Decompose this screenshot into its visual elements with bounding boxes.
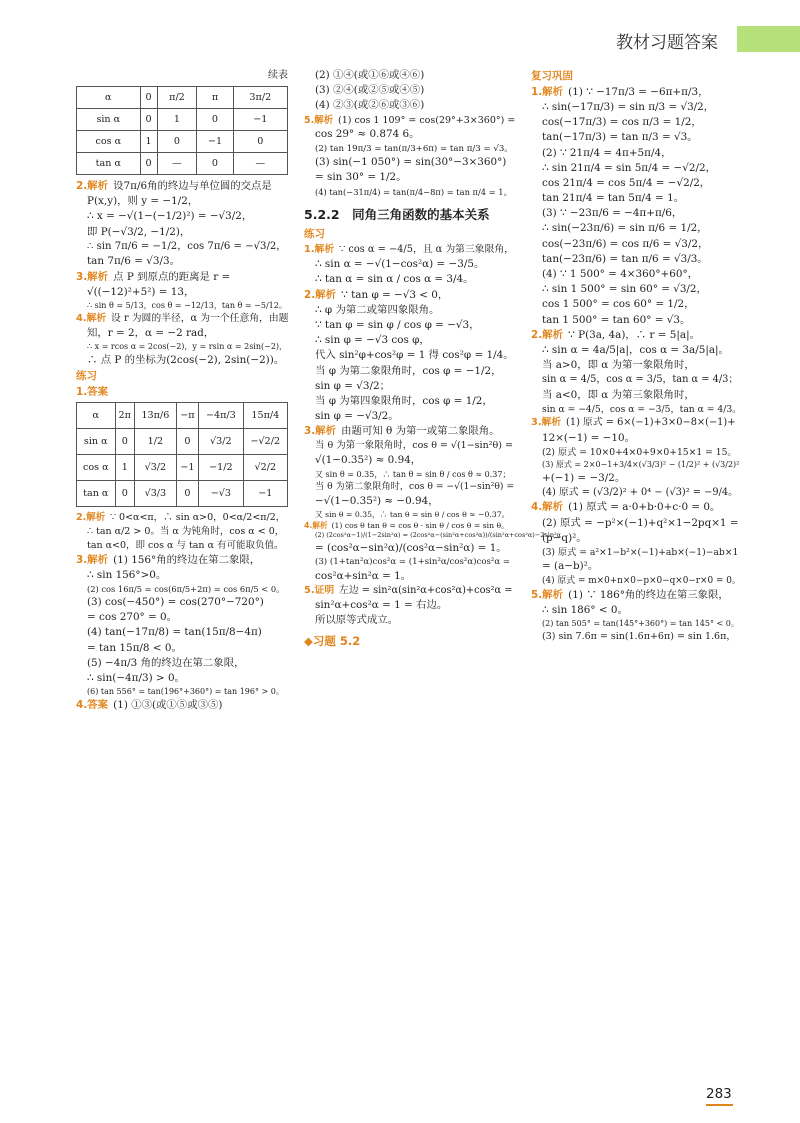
answer-marker: 1.答案 (76, 385, 108, 398)
line-text: 设7π/6角的终边与单位圆的交点是 (113, 180, 272, 192)
table-cell: tan α (77, 153, 141, 175)
line-text: tan 1 500° = tan 60° = √3。 (542, 313, 691, 326)
text-line (531, 531, 741, 546)
text-line (76, 285, 288, 300)
problem-marker: 5.解析 (304, 114, 334, 126)
line-text: ∴ sin φ = −√3 cos φ， (315, 334, 430, 347)
line-text: = (a−b)²。 (542, 560, 599, 573)
text-line (531, 575, 741, 588)
text-line (76, 225, 288, 240)
line-text: 又 sin θ = 0.35，∴ tan θ = sin θ / cos θ ≈ 0.37； (315, 469, 511, 479)
problem-line (531, 588, 741, 603)
text-line (531, 313, 741, 328)
line-text: (3) 原式 = a²×1−b²×(−1)+ab×(−1)−ab×1 (542, 546, 739, 558)
line-text: cos(−17π/3) = cos π/3 = 1/2， (542, 116, 702, 129)
line-text: sin φ = √3/2； (315, 379, 390, 392)
trig-values-table-2 (76, 402, 288, 507)
text-line (304, 531, 562, 540)
text-line (304, 303, 516, 318)
text-line (304, 480, 516, 493)
answers-block-3 (304, 68, 516, 198)
problem-marker: 3.解析 (76, 270, 108, 283)
line-text: (3) cos(−450°) = cos(270°−720°) (87, 596, 264, 609)
line-text: = tan 15π/8 < 0。 (87, 641, 182, 654)
text-line (304, 272, 516, 287)
line-text: (2) cos 16π/5 = cos(6π/5+2π) = cos 6π/5 < 0。 (87, 584, 285, 594)
line-text: 所以原等式成立。 (315, 614, 399, 627)
text-line (531, 130, 741, 145)
text-line (531, 459, 741, 471)
line-text: ∴ tan α = sin α / cos α = 3/4。 (315, 273, 474, 286)
table-cell: −1 (197, 131, 233, 153)
table-cell: √3/2 (134, 455, 176, 481)
answers-block-2 (76, 511, 288, 713)
text-line (304, 494, 516, 509)
practice-heading-2: 练习 (304, 228, 325, 241)
line-text: ∵ tan φ = −√3 < 0， (341, 288, 449, 301)
text-line (76, 583, 288, 595)
text-line (304, 143, 516, 156)
answers-block-5 (531, 85, 741, 644)
header-color-band (737, 26, 800, 52)
text-line (304, 469, 516, 481)
line-text: tan(−17π/3) = tan π/3 = √3。 (542, 131, 698, 144)
line-text: (1) 原式 = a·0+b·0+c·0 = 0。 (568, 501, 721, 514)
text-line (304, 613, 516, 628)
text-line (531, 115, 741, 130)
text-line (531, 358, 741, 373)
line-text: 知，r = 2，α = −2 rad， (87, 327, 215, 340)
line-text: ∵ cos α = −4/5，且 α 为第三象限角， (339, 243, 514, 255)
text-line (304, 394, 516, 409)
line-text: ∴ φ 为第二或第四象限角。 (315, 303, 440, 316)
table-cell: −1/2 (199, 455, 244, 481)
table-cell: 0 (176, 481, 198, 507)
line-text: 点 P 到原点的距离是 r = (113, 270, 231, 283)
text-line (304, 409, 516, 424)
line-text: 12×(−1) = −10。 (542, 431, 635, 444)
line-text: cos(−23π/6) = cos π/6 = √3/2， (542, 237, 709, 250)
table-cell: — (157, 153, 197, 175)
problem-line (304, 424, 516, 439)
practice-heading: 练习 (76, 370, 97, 383)
line-text: ∴ x = rcos α = 2cos(−2)，y = rsin α = 2sin(−2)， (87, 342, 288, 352)
table-cell: sin α (77, 109, 141, 131)
table-cell: cos α (77, 131, 141, 153)
line-text: ∵ tan φ = sin φ / cos φ = −√3， (315, 318, 480, 331)
text-line (531, 343, 741, 358)
text-line (531, 630, 741, 644)
text-line (76, 671, 288, 686)
table-cell: 0 (115, 429, 134, 455)
line-text: 左边 = sin²α(sin²α+cos²α)+cos²α = (339, 584, 513, 596)
line-text: ∴ sin 186° < 0。 (542, 603, 628, 616)
line-text: cos²α+sin²α = 1。 (315, 569, 412, 582)
line-text: (2) 原式 = −p²×(−1)+q²×1−2pq×1 = (542, 516, 739, 529)
text-line (304, 509, 516, 520)
problem-line (76, 553, 288, 568)
line-text: (1) cos θ tan θ = cos θ · sin θ / cos θ = sin θ。 (331, 521, 509, 531)
problem-line (76, 270, 288, 285)
table-row (77, 455, 288, 481)
table-cell: tan α (77, 481, 116, 507)
text-line (531, 146, 741, 161)
text-line (531, 297, 741, 312)
line-text: (1) cos 1 109° = cos(29°+3×360°) = (337, 114, 516, 126)
table-cell: −π (176, 403, 198, 429)
text-line (531, 546, 741, 559)
text-line (304, 569, 516, 584)
text-line (531, 471, 741, 486)
text-line (531, 161, 741, 176)
problem-line (531, 328, 741, 343)
line-text: (2) ∵ 21π/4 = 4π+5π/4， (542, 146, 672, 159)
table-cell: 0 (197, 153, 233, 175)
line-text: tan 7π/6 = √3/3。 (87, 255, 180, 268)
table-row (77, 131, 288, 153)
table-cell: 0 (157, 131, 197, 153)
line-text: P(x,y)，则 y = −1/2， (87, 195, 199, 208)
line-text: √(1−0.35²) ≈ 0.94， (315, 454, 422, 467)
problem-line (304, 584, 516, 598)
line-text: (3) ∵ −23π/6 = −4π+π/6， (542, 207, 683, 220)
text-line (76, 595, 288, 610)
line-text: (p−q)²。 (542, 531, 587, 544)
problem-line (531, 85, 741, 100)
line-text: (3) sin 7.6π = sin(1.6π+6π) = sin 1.6π， (542, 630, 736, 642)
problem-line (76, 698, 288, 713)
table-cell: sin α (77, 429, 116, 455)
table-cell: α (77, 403, 116, 429)
problem-marker: 3.解析 (531, 417, 562, 429)
exercise-heading: ◆习题 5.2 (304, 634, 361, 649)
text-line (76, 194, 288, 209)
table-cell: 15π/4 (243, 403, 287, 429)
line-text: −√(1−0.35²) ≈ −0.94， (315, 494, 439, 507)
line-text: (3) (1+tan²α)cos²α = (1+sin²α/cos²α)cos²α = (315, 556, 511, 567)
table-row (77, 87, 288, 109)
line-text: 即 P(−√3/2, −1/2)， (87, 225, 191, 238)
text-line (304, 348, 516, 363)
column-right (531, 68, 741, 643)
text-line (304, 364, 516, 379)
text-line (531, 403, 741, 416)
table-cell: 0 (115, 481, 134, 507)
line-text: (4) ∵ 1 500° = 4×360°+60°， (542, 268, 699, 281)
problem-marker: 5.解析 (531, 588, 563, 601)
problem-marker: 4.解析 (304, 521, 328, 531)
text-line (304, 170, 516, 185)
table-cell: 3π/2 (233, 87, 287, 109)
line-text: sin²α+cos²α = 1 = 右边。 (315, 598, 448, 611)
text-line (531, 267, 741, 282)
table-cell: √2/2 (243, 455, 287, 481)
line-text: ∴ sin 156°>0。 (87, 568, 167, 581)
text-line (76, 326, 288, 341)
line-text: tan(−23π/6) = tan π/6 = √3/3。 (542, 252, 708, 265)
review-heading: 复习巩固 (531, 70, 573, 82)
trig-values-table-1 (76, 86, 288, 175)
line-text: ∴ sin 7π/6 = −1/2，cos 7π/6 = −√3/2， (87, 240, 287, 252)
line-text: √((−12)²+5²) = 13， (87, 285, 195, 298)
line-text: 当 φ 为第四象限角时，cos φ = 1/2， (315, 394, 493, 407)
text-line (76, 341, 288, 353)
line-text: (2) 原式 = 10×0+4×0+9×0+15×1 = 15。 (542, 446, 737, 458)
line-text: sin α = 4/5，cos α = 3/5，tan α = 4/3； (542, 374, 739, 386)
table-cell: π/2 (157, 87, 197, 109)
page-number-underline (706, 1104, 733, 1106)
line-text: (1) 156°角的终边在第二象限， (113, 553, 261, 566)
column-left (76, 68, 288, 713)
text-line (531, 388, 741, 403)
line-text: (4) ②③(或②⑥或③⑥) (315, 99, 425, 112)
table-cell: 0 (233, 131, 287, 153)
text-line (304, 98, 516, 113)
table-cell: 0 (140, 87, 157, 109)
line-text: +(−1) = −3/2。 (542, 471, 626, 484)
line-text: (1) ①③(或①⑤或③⑤) (113, 698, 223, 711)
table-cell: 2π (115, 403, 134, 429)
table-row (77, 403, 288, 429)
table-continued-label: 续表 (268, 70, 288, 81)
text-line (531, 618, 741, 630)
problem-line (304, 243, 516, 257)
text-line (304, 333, 516, 348)
table-cell: 0 (176, 429, 198, 455)
text-line (304, 257, 516, 272)
table-cell: −4π/3 (199, 403, 244, 429)
problem-line (531, 500, 741, 515)
line-text: = (cos²α−sin²α)/(cos²α−sin²α) = 1。 (315, 541, 507, 554)
problem-line (76, 179, 288, 194)
line-text: ∴ sin α = 4a/5|a|，cos α = 3a/5|a|。 (542, 343, 729, 356)
text-line (76, 539, 288, 553)
problem-marker: 2.解析 (531, 328, 563, 341)
problem-marker: 4.解析 (76, 312, 107, 324)
line-text: (3) sin(−1 050°) = sin(30°−3×360°) (315, 156, 507, 169)
problem-marker: 2.解析 (76, 180, 108, 192)
text-line (531, 603, 741, 618)
table-cell: cos α (77, 455, 116, 481)
problem-line (76, 511, 288, 525)
text-line (76, 254, 288, 269)
line-text: (1) 原式 = 6×(−1)+3×0−8×(−1)+ (566, 417, 736, 429)
table-cell: 0 (197, 109, 233, 131)
text-line (304, 318, 516, 333)
text-line (531, 446, 741, 459)
table-cell: 13π/6 (134, 403, 176, 429)
line-text: ∵ 0<α<π，∴ sin α>0，0<α/2<π/2， (109, 512, 286, 524)
line-text: (1) ∵ −17π/3 = −6π+π/3， (568, 85, 709, 98)
text-line (304, 598, 516, 613)
line-text: = cos 270° = 0。 (87, 611, 178, 624)
line-text: sin φ = −√3/2。 (315, 410, 399, 423)
line-text: tan 21π/4 = tan 5π/4 = 1。 (542, 192, 685, 205)
problem-line (304, 114, 516, 128)
line-text: (3) ②④(或②⑤或④⑤) (315, 84, 425, 97)
text-line (76, 656, 288, 671)
line-text: ∴ tan α/2 > 0。当 α 为钝角时，cos α < 0， (87, 525, 285, 537)
table-cell: √3/2 (199, 429, 244, 455)
table-row (77, 429, 288, 455)
line-text: (2) tan 505° = tan(145°+360°) = tan 145° < 0。 (542, 618, 739, 628)
line-text: ∴ sin 1 500° = sin 60° = √3/2， (542, 283, 707, 296)
text-line (76, 641, 288, 656)
text-line (304, 83, 516, 98)
problem-marker: 2.解析 (76, 512, 106, 524)
answers-block-1 (76, 179, 288, 368)
line-text: cos 29° ≈ 0.874 6。 (315, 128, 420, 141)
line-text: 代入 sin²φ+cos²φ = 1 得 cos²φ = 1/4。 (315, 349, 514, 362)
line-text: 当 a>0，即 α 为第一象限角时， (542, 359, 695, 372)
line-text: cos 1 500° = cos 60° = 1/2， (542, 298, 695, 311)
text-line (76, 353, 288, 368)
table-cell: −1 (243, 481, 287, 507)
text-line (531, 237, 741, 252)
table-cell: 1 (140, 131, 157, 153)
table-cell: π (197, 87, 233, 109)
line-text: ∴ x = −√(1−(−1/2)²) = −√3/2， (87, 210, 253, 223)
line-text: (2) ①④(或①⑥或④⑥) (315, 69, 425, 81)
table-cell: −√2/2 (243, 429, 287, 455)
problem-marker: 2.解析 (304, 288, 336, 301)
line-text: (5) −4π/3 角的终边在第二象限， (87, 656, 245, 669)
problem-marker: 3.解析 (304, 425, 336, 438)
line-text: sin α = −4/5，cos α = −3/5，tan α = 4/3。 (542, 403, 742, 415)
line-text: cos 21π/4 = cos 5π/4 = −√2/2， (542, 176, 711, 189)
table-cell: −1 (233, 109, 287, 131)
line-text: tan α<0，即 cos α 与 tan α 有可能取负值。 (87, 539, 284, 551)
text-line (76, 525, 288, 539)
table-row (77, 481, 288, 507)
table-cell: √3/3 (134, 481, 176, 507)
text-line (531, 559, 741, 574)
problem-marker: 1.解析 (531, 85, 563, 98)
page-number: 283 (706, 1086, 732, 1102)
text-line (76, 300, 288, 312)
problem-line (304, 288, 516, 303)
text-line (76, 625, 288, 640)
line-text: ∴ 点 P 的坐标为(2cos(−2), 2sin(−2))。 (87, 353, 285, 366)
table-cell: −√3 (199, 481, 244, 507)
line-text: ∴ sin 21π/4 = sin 5π/4 = −√2/2， (542, 161, 716, 174)
table-cell: 0 (140, 153, 157, 175)
line-text: 当 φ 为第二象限角时，cos φ = −1/2， (315, 364, 502, 377)
text-line (76, 568, 288, 583)
text-line (76, 686, 288, 698)
line-text: ∴ sin(−4π/3) > 0。 (87, 672, 185, 685)
line-text: 又 sin θ = 0.35，∴ tan θ = sin θ / cos θ ≈ −0.37。 (315, 509, 510, 519)
line-text: = sin 30° = 1/2。 (315, 171, 407, 184)
line-text: 由题可知 θ 为第一或第二象限角。 (341, 425, 500, 438)
text-line (76, 610, 288, 625)
text-line (304, 453, 516, 468)
problem-line (304, 520, 516, 531)
text-line (304, 439, 516, 453)
problem-line (76, 312, 288, 326)
line-text: (6) tan 556° = tan(196°+360°) = tan 196° > 0。 (87, 687, 284, 697)
table-row (77, 109, 288, 131)
line-text: (3) 原式 = 2×0−1+3/4×(√3/3)² − (1/2)² + (√3/2)² (542, 460, 740, 470)
problem-marker: 3.解析 (76, 553, 108, 566)
table-row (77, 153, 288, 175)
line-text: 当 a<0，即 α 为第三象限角时， (542, 388, 695, 401)
problem-line (531, 416, 741, 430)
text-line (531, 206, 741, 221)
table-cell: 1/2 (134, 429, 176, 455)
table-cell: — (233, 153, 287, 175)
section-title: 5.2.2 同角三角函数的基本关系 (304, 206, 490, 222)
text-line (531, 431, 741, 446)
line-text: ∴ sin α = −√(1−cos²α) = −3/5。 (315, 258, 485, 271)
table-cell: α (77, 87, 141, 109)
text-line (76, 209, 288, 224)
line-text: ∴ sin(−17π/3) = sin π/3 = √3/2， (542, 100, 715, 113)
text-line (531, 176, 741, 191)
line-text: (2) (2cos²α−1)/(1−2sin²α) = (2cos²α−(sin²α+cos²α))/(sin²α+cos²α)−2sin²α (315, 531, 562, 540)
problem-marker: 4.解析 (531, 501, 563, 514)
line-text: ∵ P(3a, 4a)，∴ r = 5|a|。 (568, 328, 700, 341)
line-text: 当 θ 为第二象限角时，cos θ = −√(1−sin²θ) = (315, 481, 515, 493)
header-title: 教材习题答案 (616, 33, 718, 53)
line-text: ∴ sin(−23π/6) = sin π/6 = 1/2， (542, 222, 708, 235)
line-text: 设 r 为圆的半径，α 为一个任意角，由题 (111, 312, 289, 324)
text-line (304, 127, 516, 142)
line-text: 当 θ 为第一象限角时，cos θ = √(1−sin²θ) = (315, 440, 513, 452)
problem-marker: 5.证明 (304, 584, 335, 596)
line-text: ∴ sin θ = 5/13，cos θ = −12/13，tan θ = −5/12。 (87, 301, 287, 311)
table-cell: −1 (176, 455, 198, 481)
line-text: (4) tan(−31π/4) = tan(π/4−8π) = tan π/4 = 1。 (315, 186, 512, 197)
table-cell: 1 (115, 455, 134, 481)
line-text: (4) 原式 = m×0+n×0−p×0−q×0−r×0 = 0。 (542, 575, 741, 586)
text-line (304, 155, 516, 170)
line-text: (2) tan 19π/3 = tan(π/3+6π) = tan π/3 = √3。 (315, 143, 513, 154)
problem-marker: 4.答案 (76, 698, 108, 711)
text-line (531, 282, 741, 297)
text-line (76, 240, 288, 255)
text-line (531, 486, 741, 500)
text-line (304, 541, 516, 556)
table-cell: 1 (157, 109, 197, 131)
text-line (531, 373, 741, 387)
text-line (531, 191, 741, 206)
line-text: (1) ∵ 186°角的终边在第三象限， (568, 588, 729, 601)
text-line (304, 556, 516, 569)
text-line (531, 516, 741, 531)
text-line (531, 252, 741, 267)
line-text: (4) 原式 = (√3/2)² + 0⁴ − (√3)² = −9/4。 (542, 487, 738, 499)
text-line (304, 379, 516, 394)
problem-marker: 1.解析 (304, 243, 335, 255)
table-cell: 0 (140, 109, 157, 131)
text-line (531, 100, 741, 115)
line-text: (4) tan(−17π/8) = tan(15π/8−4π) (87, 626, 262, 639)
text-line (304, 68, 516, 83)
text-line (304, 186, 516, 198)
text-line (531, 221, 741, 236)
